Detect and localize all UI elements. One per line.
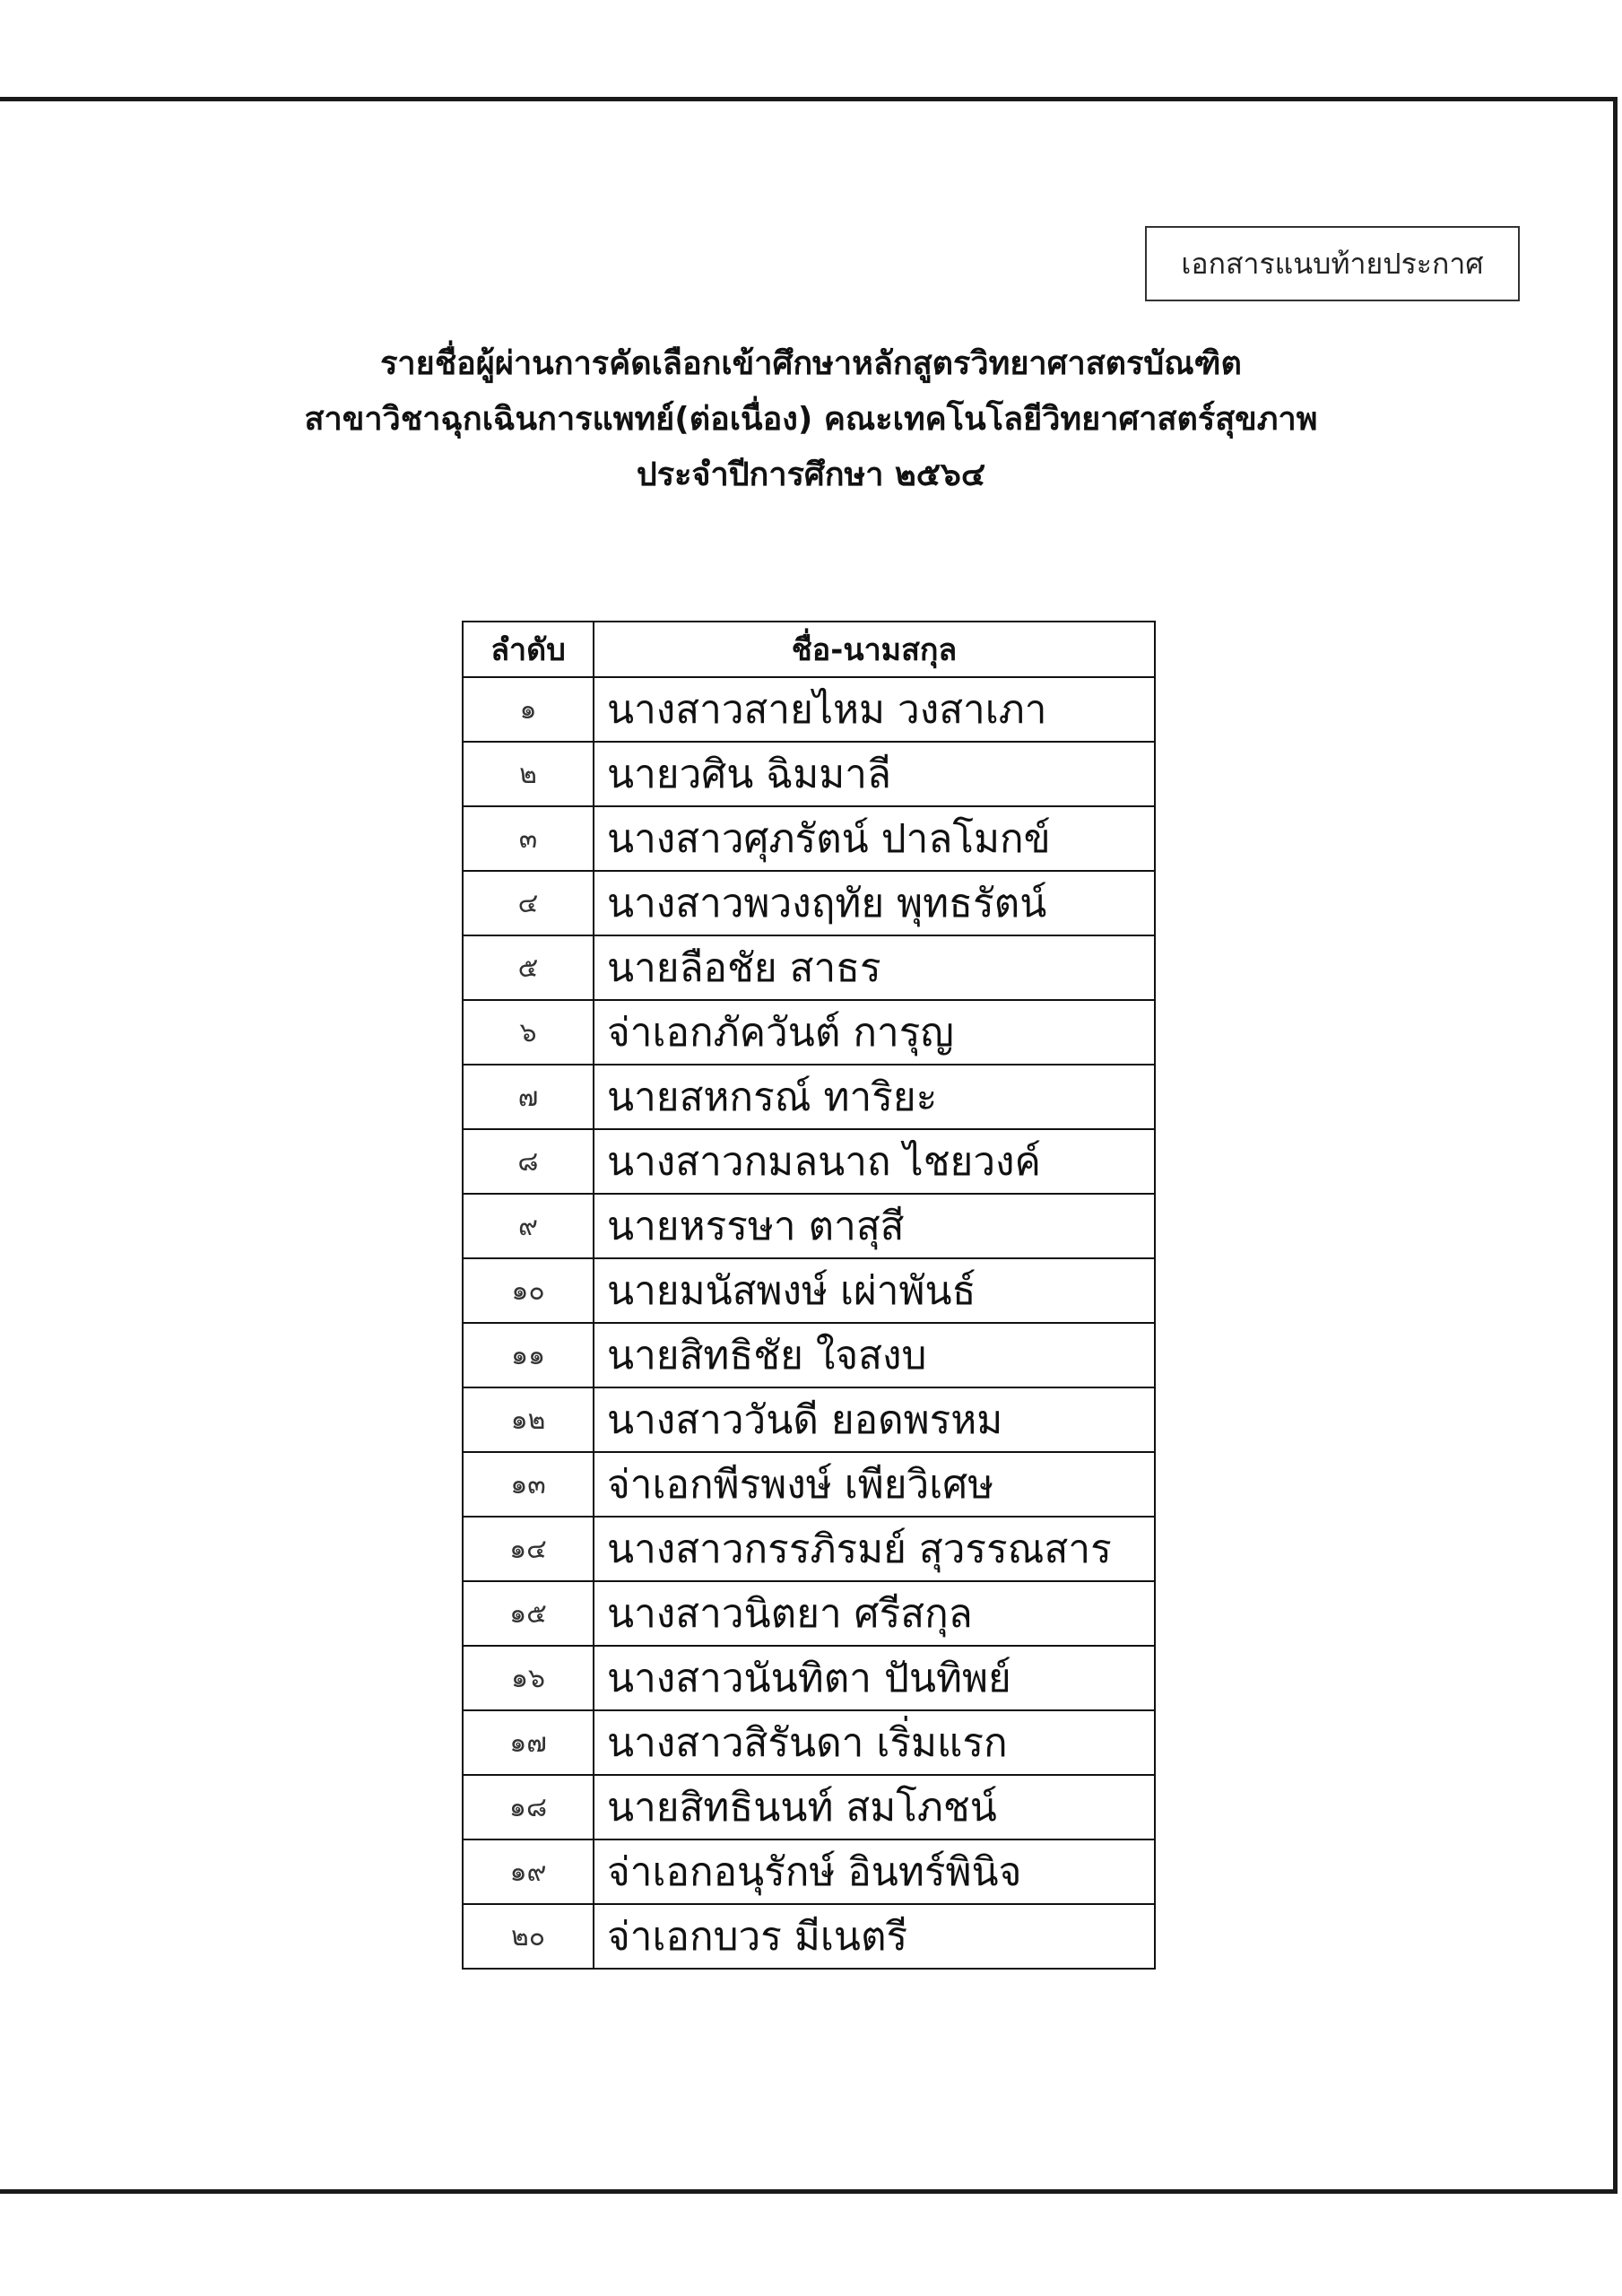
table-row: [463, 1000, 1155, 1065]
row-number: ๓: [463, 806, 594, 871]
table-row: [463, 1775, 1155, 1839]
row-number: ๒: [463, 742, 594, 806]
header-name: ชื่อ-นามสกุล: [594, 622, 1155, 677]
row-name: นายวศิน ฉิมมาลี: [594, 742, 1155, 806]
row-name: จ่าเอกอนุรักษ์ อินทร์พินิจ: [594, 1839, 1155, 1904]
row-number: ๔: [463, 871, 594, 935]
row-name: นายสิทธินนท์ สมโภชน์: [594, 1775, 1155, 1839]
row-name: นางสาวพวงฤทัย พุทธรัตน์: [594, 871, 1155, 935]
row-number: ๒๐: [463, 1904, 594, 1969]
title-line-1: รายชื่อผู้ผ่านการคัดเลือกเข้าศึกษาหลักสูตรวิทยาศาสตรบัณฑิต: [380, 345, 1242, 382]
header-number: ลำดับ: [463, 622, 594, 677]
table-row: [463, 1194, 1155, 1258]
row-number: ๙: [463, 1194, 594, 1258]
row-name: นายมนัสพงษ์ เผ่าพันธ์: [594, 1258, 1155, 1323]
row-name: นายสิทธิชัย ใจสงบ: [594, 1323, 1155, 1387]
row-name: นางสาวสิรันดา เริ่มแรก: [594, 1710, 1155, 1775]
row-name: นางสาวศุภรัตน์ ปาลโมกข์: [594, 806, 1155, 871]
table-row: [463, 1839, 1155, 1904]
table-row: [463, 935, 1155, 1000]
name-list-table: [462, 621, 1156, 1970]
table-row: [463, 806, 1155, 871]
row-name: จ่าเอกภัควันต์ การุญ: [594, 1000, 1155, 1065]
row-name: นายสหกรณ์ ทาริยะ: [594, 1065, 1155, 1129]
row-number: ๑๓: [463, 1452, 594, 1517]
table-header-row: [463, 622, 1155, 677]
table-row: [463, 677, 1155, 742]
table-row: [463, 1452, 1155, 1517]
row-number: ๑๖: [463, 1646, 594, 1710]
table-row: [463, 871, 1155, 935]
row-number: ๖: [463, 1000, 594, 1065]
row-number: ๑๑: [463, 1323, 594, 1387]
table-row: [463, 1581, 1155, 1646]
table-row: [463, 1904, 1155, 1969]
row-number: ๗: [463, 1065, 594, 1129]
table-row: [463, 1646, 1155, 1710]
row-name: นางสาวกรรภิรมย์ สุวรรณสาร: [594, 1517, 1155, 1581]
table-row: [463, 1065, 1155, 1129]
row-number: ๑๗: [463, 1710, 594, 1775]
row-name: นายลือชัย สาธร: [594, 935, 1155, 1000]
table-row: [463, 1387, 1155, 1452]
row-number: ๕: [463, 935, 594, 1000]
row-name: นางสาวสายไหม วงสาเภา: [594, 677, 1155, 742]
row-number: ๑๘: [463, 1775, 594, 1839]
row-number: ๑๔: [463, 1517, 594, 1581]
row-name: นางสาวนันทิตา ปันทิพย์: [594, 1646, 1155, 1710]
row-name: นางสาวกมลนาถ ไชยวงค์: [594, 1129, 1155, 1194]
row-name: นางสาววันดี ยอดพรหม: [594, 1387, 1155, 1452]
attachment-label-box: เอกสารแนบท้ายประกาศ: [1145, 226, 1520, 301]
table-row: [463, 1129, 1155, 1194]
table-row: [463, 1258, 1155, 1323]
row-number: ๑๒: [463, 1387, 594, 1452]
title-line-2: สาขาวิชาฉุกเฉินการแพทย์(ต่อเนื่อง) คณะเทคโนโลยีวิทยาศาสตร์สุขภาพ: [304, 401, 1318, 438]
row-number: ๑๐: [463, 1258, 594, 1323]
row-number: ๘: [463, 1129, 594, 1194]
row-name: จ่าเอกบวร มีเนตรี: [594, 1904, 1155, 1969]
row-number: ๑๕: [463, 1581, 594, 1646]
table-row: [463, 1517, 1155, 1581]
row-number: ๑๙: [463, 1839, 594, 1904]
table-row: [463, 742, 1155, 806]
row-name: นายหรรษา ตาสุสี: [594, 1194, 1155, 1258]
title-line-3: ประจำปีการศึกษา ๒๕๖๔: [636, 457, 986, 493]
table-row: [463, 1710, 1155, 1775]
document-title: [0, 336, 1622, 503]
table-row: [463, 1323, 1155, 1387]
row-name: นางสาวนิตยา ศรีสกุล: [594, 1581, 1155, 1646]
row-name: จ่าเอกพีรพงษ์ เพียวิเศษ: [594, 1452, 1155, 1517]
row-number: ๑: [463, 677, 594, 742]
